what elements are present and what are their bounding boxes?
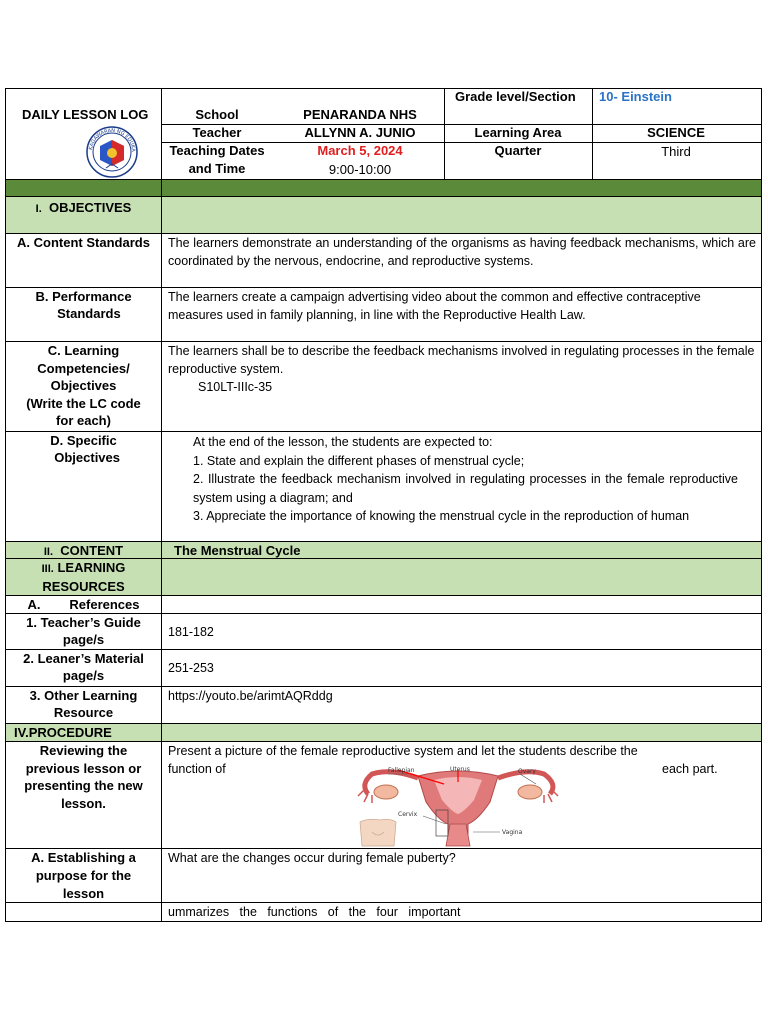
learners-material-label: 2. Leaner’s Material page/s [23, 651, 144, 683]
teacher-value: ALLYNN A. JUNIO [304, 125, 416, 140]
content-heading: II. CONTENT [43, 543, 124, 558]
other-resource-row [6, 686, 761, 724]
school-value: PENARANDA NHS [303, 107, 417, 122]
quarter-label: Quarter [494, 143, 542, 158]
specific-objectives-row [6, 431, 761, 542]
specific-objective-3: 3. Appreciate the importance of knowing the menstrual cycle in the reproduction of human [193, 509, 690, 523]
label-cervix: Cervix [398, 811, 418, 818]
label-vagina: Vagina [502, 829, 523, 836]
teachers-guide-row [6, 613, 761, 650]
other-resource-link[interactable]: https://youto.be/arimtAQRddg [168, 689, 333, 703]
log-title: DAILY LESSON LOG [22, 107, 149, 122]
section-bar [6, 179, 761, 197]
content-standards-text: The learners demonstrate an understanding of the organisms as having feedback mechanisms, which are coordinated by the nervous, endocrine, and reproductive systems. [168, 236, 756, 268]
specific-intro: At the end of the lesson, the students are expected to: [193, 435, 493, 449]
learning-resources-row [6, 558, 761, 596]
performance-text: The learners create a campaign advertising video about the common and effective contraceptive measures used in family planning, in line with the Reproductive Health Law. [168, 290, 701, 322]
learning-resources-heading: III. LEARNING RESOURCES [41, 560, 126, 594]
references-label: A. References [27, 597, 140, 612]
deped-seal-logo [86, 126, 138, 178]
specific-label: D. Specific Objectives [50, 433, 120, 465]
dates-label-1: Teaching Dates [169, 143, 265, 158]
other-resource-label: 3. Other Learning Resource [29, 688, 138, 720]
performance-label: B. Performance Standards [35, 289, 132, 321]
learners-material-row [6, 649, 761, 687]
procedure-heading: IV.PROCEDURE [14, 725, 112, 740]
quarter-value: Third [661, 144, 691, 159]
reviewing-label: Reviewing the previous lesson or presenting the new lesson. [24, 743, 143, 811]
date-value: March 5, 2024 [317, 143, 403, 158]
logo-text: KAGAWARAN NG EDUKA [88, 127, 137, 153]
label-uterus: Uterus [450, 766, 470, 773]
reviewing-text-2a: function of [168, 762, 226, 776]
procedure-heading-row [6, 723, 761, 742]
objectives-heading-row [6, 196, 761, 234]
competencies-label: C. Learning Competencies/ Objectives (Write the LC code for each) [26, 343, 141, 428]
label-fallopian: Fallopian [388, 767, 415, 774]
school-label: School [195, 107, 239, 122]
purpose-text: What are the changes occur during female puberty? [168, 851, 456, 865]
content-standards-row [6, 233, 761, 288]
summary-text: ummarizes the functions of the four important [168, 905, 461, 919]
teacher-label: Teacher [192, 125, 242, 140]
purpose-row [6, 848, 761, 903]
teachers-guide-pages: 181-182 [168, 625, 214, 639]
content-standards-label: A. Content Standards [17, 235, 150, 250]
competencies-code: S10LT-IIIc-35 [198, 380, 273, 394]
learning-area-label: Learning Area [474, 125, 562, 140]
references-row [6, 595, 761, 614]
specific-objective-2: 2. Illustrate the feedback mechanism involved in regulating processes in the female reproductive system using a diagram; and [193, 472, 738, 505]
dates-label-2: and Time [188, 161, 246, 176]
competencies-row [6, 341, 761, 432]
competencies-text: The learners shall be to describe the feedback mechanisms involved in regulating processes in the female reproductive system. [168, 344, 755, 376]
summary-row [6, 902, 761, 922]
time-value: 9:00-10:00 [328, 162, 392, 177]
reviewing-text-2b: each part. [662, 762, 718, 776]
performance-standards-row [6, 287, 761, 342]
grade-value: 10- Einstein [599, 89, 672, 104]
purpose-label: A. Establishing a purpose for the lesson [31, 850, 136, 901]
specific-objective-1: 1. State and explain the different phases of menstrual cycle; [193, 453, 525, 468]
learners-material-pages: 251-253 [168, 661, 214, 675]
teachers-guide-label: 1. Teacher’s Guide page/s [26, 615, 141, 647]
specific-objectives-list [193, 433, 738, 526]
content-value: The Menstrual Cycle [174, 543, 301, 558]
objectives-heading: I. OBJECTIVES [35, 200, 132, 215]
label-ovary: Ovary [518, 768, 536, 775]
reviewing-text-1: Present a picture of the female reproductive system and let the students describe the [168, 744, 638, 758]
female-reproductive-system-diagram [268, 762, 648, 848]
grade-label: Grade level/Section [455, 89, 576, 104]
learning-area-value: SCIENCE [647, 125, 705, 140]
content-row [6, 541, 761, 559]
